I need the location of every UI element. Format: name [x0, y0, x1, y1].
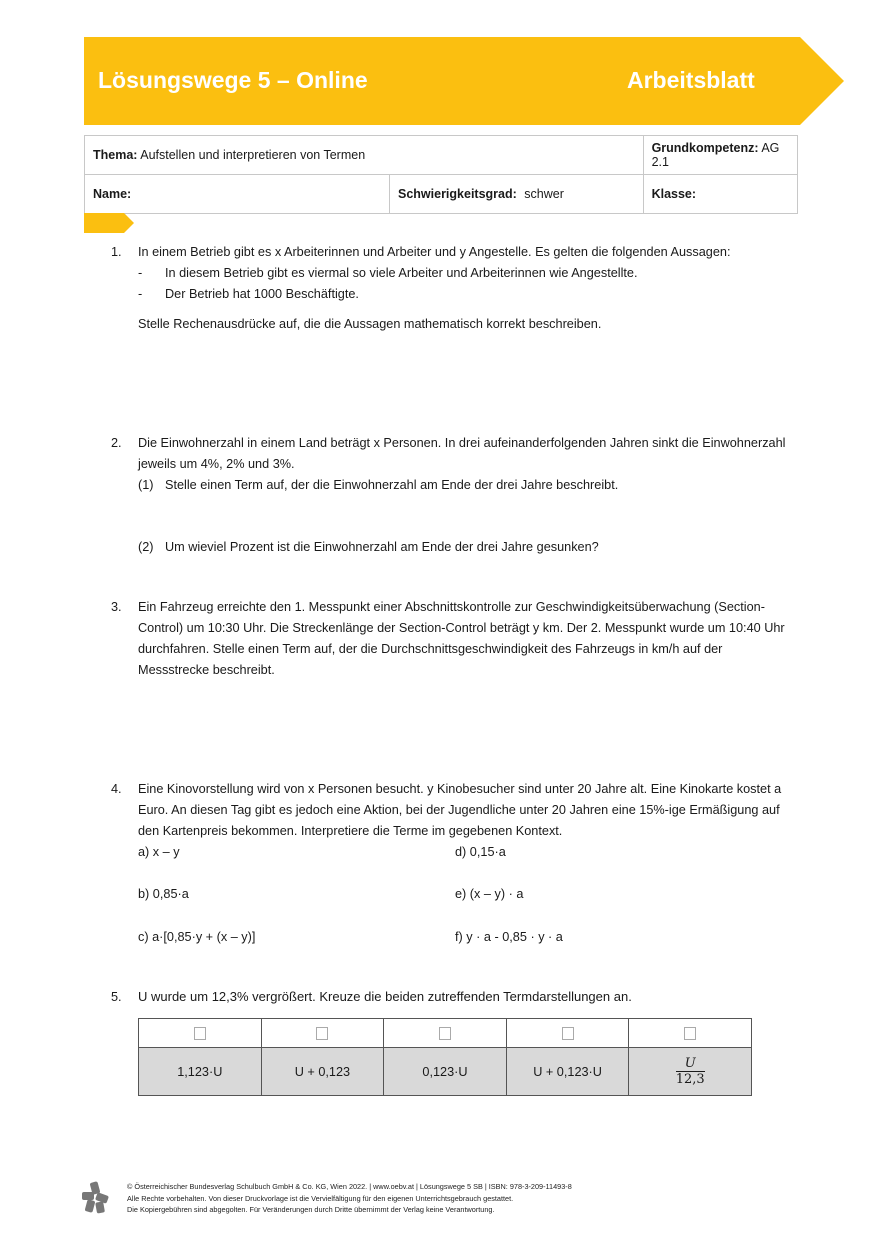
task-2-line-1: Die Einwohnerzahl in einem Land beträgt x Personen. In drei aufeinanderfolgenden Jahren sinkt die Einwohnerzahl: [138, 436, 786, 450]
task-4-line-1: Eine Kinovorstellung wird von x Personen besucht. y Kinobesucher sind unter 20 Jahre alt. Eine Kinokarte kostet a: [138, 782, 782, 796]
task-4-item-f: f) y · a - 0,85 · y · a: [455, 930, 563, 944]
task-3-line-1: Ein Fahrzeug erreichte den 1. Messpunkt einer Abschnittskontrolle zur Geschwindigkeitsüberwachung (Section-: [138, 600, 765, 614]
fraction-numerator: U: [676, 1056, 705, 1072]
thema-label: Thema:: [93, 148, 138, 162]
meta-table: [84, 135, 798, 214]
checkbox-cell[interactable]: [261, 1019, 384, 1048]
option-4: U + 0,123·U: [506, 1048, 629, 1096]
footer-line-1: © Österreichischer Bundesverlag Schulbuch GmbH & Co. KG, Wien 2022. | www.oebv.at | Lösungswege 5 SB | ISBN: 978-3-209-11493-8: [127, 1182, 572, 1191]
task-4-line-2: Euro. An diesen Tag gibt es jedoch eine Aktion, bei der Jugendliche unter 20 Jahren eine 15%-ige Ermäßigung auf: [138, 803, 780, 817]
publisher-logo-icon: [80, 1180, 110, 1214]
multiple-choice-table: [138, 1018, 752, 1096]
schwierigkeit-cell: [390, 175, 644, 214]
task-4-line-3: den Kartenpreis bekommen. Interpretiere die Terme im gegebenen Kontext.: [138, 824, 563, 838]
header-doc-type: Arbeitsblatt: [627, 67, 755, 93]
schwierigkeit-value: schwer: [524, 187, 564, 201]
fraction: [676, 1056, 705, 1087]
task-4-item-c: c) a·[0,85·y + (x – y)]: [138, 930, 256, 944]
grundkompetenz-label: Grundkompetenz:: [651, 141, 759, 155]
klasse-label: Klasse:: [651, 187, 697, 201]
task-5-number: 5.: [111, 990, 122, 1004]
checkbox-3[interactable]: [439, 1027, 451, 1040]
option-2: U + 0,123: [261, 1048, 384, 1096]
task-2-sub-2: Um wieviel Prozent ist die Einwohnerzahl am Ende der drei Jahre gesunken?: [165, 540, 599, 554]
task-3-number: 3.: [111, 600, 122, 614]
task-4-item-d: d) 0,15·a: [455, 845, 506, 859]
checkbox-5[interactable]: [684, 1027, 696, 1040]
task-1-intro: In einem Betrieb gibt es x Arbeiterinnen und Arbeiter und y Angestelle. Es gelten die folgenden Aussagen:: [138, 245, 731, 259]
grundkompetenz-cell: [643, 136, 797, 175]
task-1-bullet-1: In diesem Betrieb gibt es viermal so viele Arbeiter und Arbeiterinnen wie Angestellte.: [165, 266, 638, 280]
task-1-instruction: Stelle Rechenausdrücke auf, die die Aussagen mathematisch korrekt beschreiben.: [138, 317, 602, 331]
task-5-instruction: U wurde um 12,3% vergrößert. Kreuze die beiden zutreffenden Termdarstellungen an.: [138, 989, 632, 1004]
task-2-sub-1: Stelle einen Term auf, der die Einwohnerzahl am Ende der drei Jahre beschreibt.: [165, 478, 619, 492]
option-5: [629, 1048, 752, 1096]
task-1-number: 1.: [111, 245, 122, 259]
thema-value: Aufstellen und interpretieren von Termen: [140, 148, 366, 162]
task-4-item-a: a) x – y: [138, 845, 180, 859]
checkbox-cell[interactable]: [139, 1019, 262, 1048]
task-2-line-2: jeweils um 4%, 2% und 3%.: [138, 457, 295, 471]
checkbox-2[interactable]: [316, 1027, 328, 1040]
checkbox-cell[interactable]: [506, 1019, 629, 1048]
task-2-number: 2.: [111, 436, 122, 450]
header-banner: [84, 37, 844, 125]
checkbox-4[interactable]: [562, 1027, 574, 1040]
schwierigkeit-label: Schwierigkeitsgrad:: [398, 187, 517, 201]
checkbox-cell[interactable]: [629, 1019, 752, 1048]
footer-line-3: Die Kopiergebühren sind abgegolten. Für Veränderungen durch Dritte übernimmt der Verlag keine Verantwortung.: [127, 1205, 495, 1214]
option-3: 0,123·U: [384, 1048, 507, 1096]
klasse-cell[interactable]: [643, 175, 797, 214]
task-3-line-3: durchfahren. Stelle einen Term auf, der die Durchschnittsgeschwindigkeit des Fahrzeugs in km/h auf der: [138, 642, 723, 656]
task-1-bullet-2: Der Betrieb hat 1000 Beschäftigte.: [165, 287, 359, 301]
task-3-line-4: Messstrecke beschreibt.: [138, 663, 275, 677]
task-2-sub-2-number: (2): [138, 540, 154, 554]
checkbox-cell[interactable]: [384, 1019, 507, 1048]
task-3-line-2: Control) um 10:30 Uhr. Die Streckenlänge der Section-Control beträgt y km. Der 2. Messpunkt wurde um 10:40 Uhr: [138, 621, 785, 635]
footer-text: [127, 1181, 572, 1216]
header-title: Lösungswege 5 – Online: [98, 67, 368, 93]
bullet-dash: -: [138, 287, 143, 301]
task-2-sub-1-number: (1): [138, 478, 154, 492]
option-1: 1,123·U: [139, 1048, 262, 1096]
task-4-number: 4.: [111, 782, 122, 796]
name-cell[interactable]: [85, 175, 390, 214]
task-4-item-b: b) 0,85·a: [138, 887, 189, 901]
task-4-item-e: e) (x – y) · a: [455, 887, 524, 901]
name-label: Name:: [93, 187, 132, 201]
tab-marker: [84, 213, 136, 233]
checkbox-1[interactable]: [194, 1027, 206, 1040]
thema-cell: [85, 136, 644, 175]
fraction-denominator: 12,3: [675, 1072, 705, 1087]
bullet-dash: -: [138, 266, 143, 280]
grundkompetenz-value: AG 2.1: [651, 141, 780, 169]
footer-line-2: Alle Rechte vorbehalten. Von dieser Druckvorlage ist die Vervielfältigung für den eigenen Unterrichtsgebrauch gestattet.: [127, 1193, 514, 1203]
